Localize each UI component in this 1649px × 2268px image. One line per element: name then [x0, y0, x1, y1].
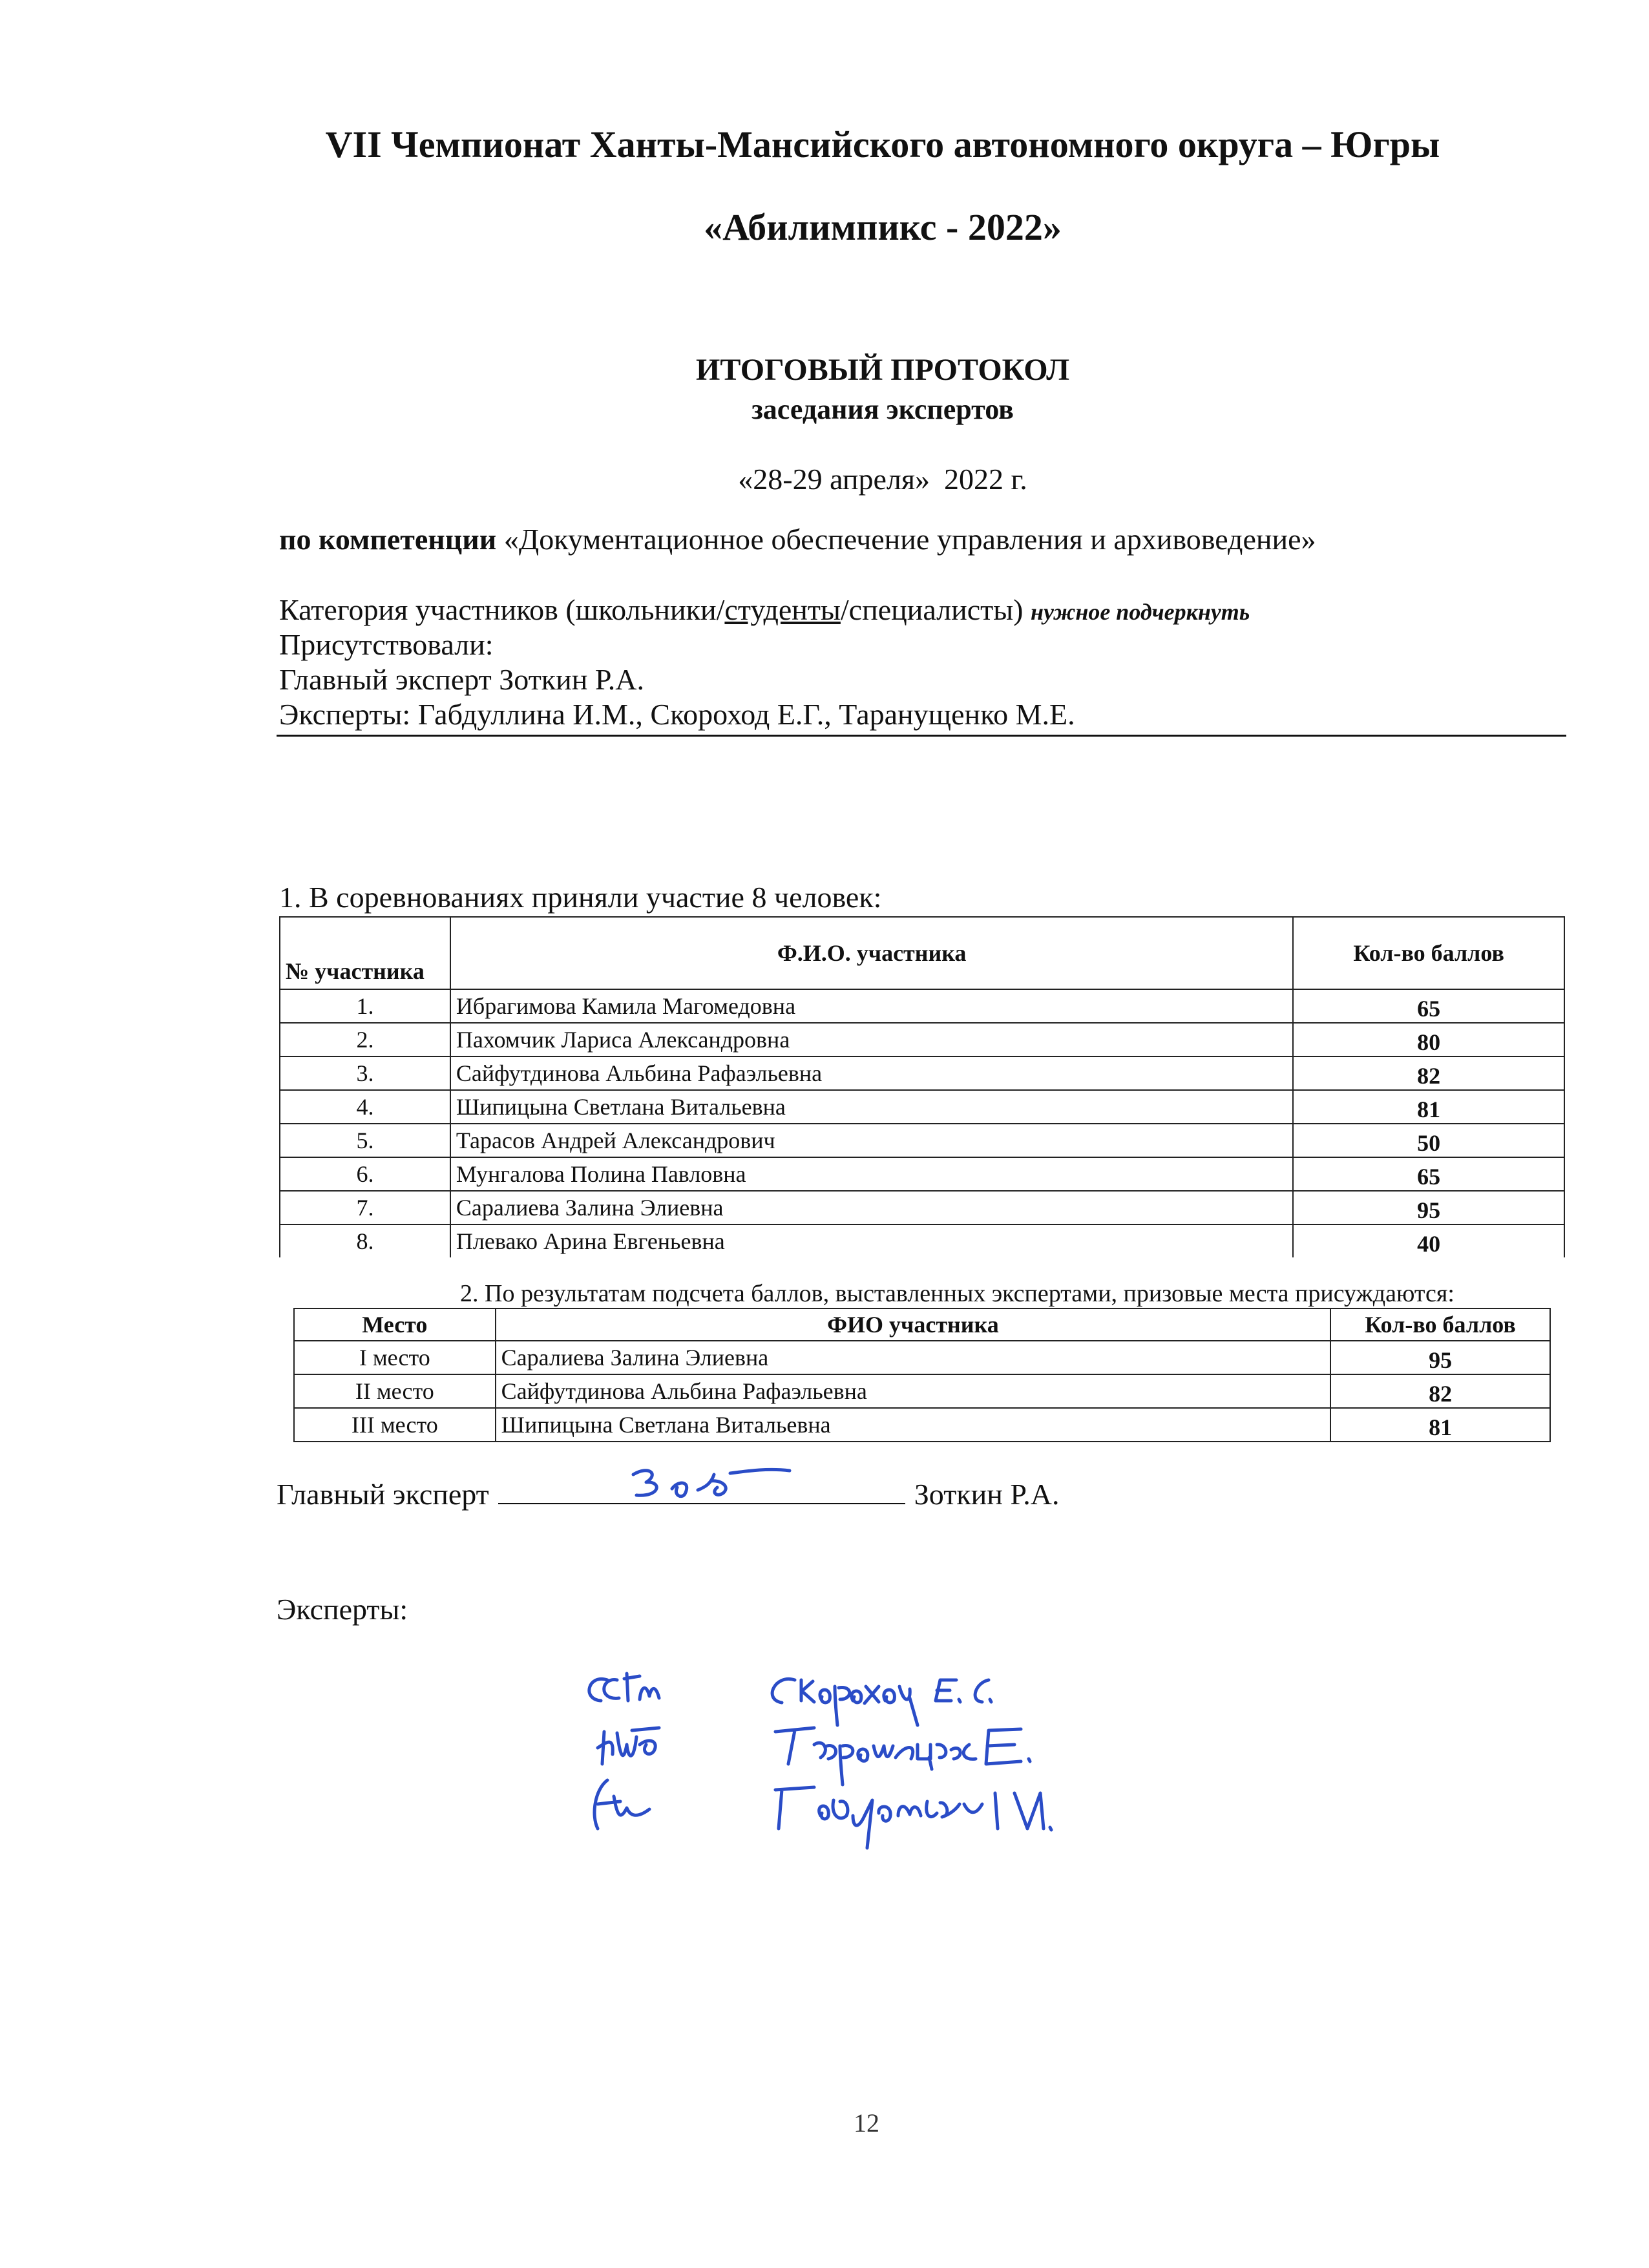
winner-name: Сайфутдинова Альбина Рафаэльевна [496, 1374, 1331, 1408]
participant-name: Шипицына Светлана Витальевна [450, 1090, 1293, 1124]
participant-name: Сайфутдинова Альбина Рафаэльевна [450, 1056, 1293, 1090]
participant-name: Плевако Арина Евгеньевна [450, 1224, 1293, 1257]
table-row [280, 1124, 1564, 1157]
category-note: нужное подчеркнуть [1031, 599, 1250, 625]
present-label: Присутствовали: [279, 628, 494, 661]
protocol-date [0, 462, 1649, 496]
participant-number: 8. [280, 1224, 450, 1257]
table-row [294, 1341, 1550, 1374]
competence-line [279, 522, 1316, 556]
category-prefix: Категория участников (школьники/ [279, 593, 725, 626]
winner-name: Саралиева Залина Элиевна [496, 1341, 1331, 1374]
participant-name: Саралиева Залина Элиевна [450, 1191, 1293, 1224]
participant-number: 3. [280, 1056, 450, 1090]
category-line [279, 593, 1250, 629]
col-header-name: ФИО участника [496, 1308, 1331, 1341]
date-year: 2022 г. [944, 463, 1027, 496]
expert3-handwritten [775, 1787, 1051, 1848]
divider [277, 735, 1566, 737]
expert2-handwritten [775, 1728, 1030, 1785]
participant-number: 6. [280, 1157, 450, 1191]
chief-name: Зоткин Р.А. [914, 1478, 1060, 1511]
initials-signature-2 [598, 1728, 659, 1764]
category-selected: студенты [724, 593, 841, 626]
protocol-subtitle: заседания экспертов [751, 394, 1014, 425]
competence-label: по компетенции [279, 523, 497, 556]
col-header-number: № участника [280, 917, 450, 989]
participants-count-text: 1. В соревнованиях приняли участие 8 человек: [279, 881, 882, 914]
participant-number: 7. [280, 1191, 450, 1224]
championship-title: VII Чемпионат Ханты-Мансийского автономного округа – Югры [325, 123, 1440, 165]
initials-signature-1 [589, 1674, 659, 1701]
participant-number: 5. [280, 1124, 450, 1157]
table-row [294, 1374, 1550, 1408]
participant-score: 40 [1293, 1224, 1564, 1257]
event-name: «Абилимпикс - 2022» [704, 206, 1062, 248]
winner-name: Шипицына Светлана Витальевна [496, 1408, 1331, 1442]
participant-name: Пахомчик Лариса Александровна [450, 1023, 1293, 1056]
participant-name: Мунгалова Полина Павловна [450, 1157, 1293, 1191]
participant-score: 82 [1293, 1056, 1564, 1090]
table-header-row [294, 1308, 1550, 1341]
table-row [280, 1090, 1564, 1124]
participant-number: 1. [280, 989, 450, 1023]
date-days: «28-29 апреля» [738, 463, 930, 496]
participant-score: 65 [1293, 989, 1564, 1023]
chief-label: Главный эксперт [277, 1478, 489, 1511]
table-row [280, 1056, 1564, 1090]
expert1-handwritten [772, 1679, 991, 1725]
participant-score: 65 [1293, 1157, 1564, 1191]
table-row [280, 1191, 1564, 1224]
prize-place: III место [294, 1408, 496, 1442]
winner-score: 81 [1330, 1408, 1550, 1442]
participant-score: 95 [1293, 1191, 1564, 1224]
participant-score: 80 [1293, 1023, 1564, 1056]
prize-place: I место [294, 1341, 496, 1374]
present-experts: Эксперты: Габдуллина И.М., Скороход Е.Г., Таранущенко М.Е. [279, 698, 1075, 731]
protocol-title: ИТОГОВЫЙ ПРОТОКОЛ [696, 353, 1069, 387]
initials-signature-3 [594, 1780, 649, 1829]
participant-score: 50 [1293, 1124, 1564, 1157]
participant-number: 2. [280, 1023, 450, 1056]
table-row [294, 1408, 1550, 1442]
present-chief: Главный эксперт Зоткин Р.А. [279, 663, 644, 696]
table-row [280, 1157, 1564, 1191]
competence-value: «Документационное обеспечение управления и архивоведение» [503, 523, 1316, 556]
participant-name: Тарасов Андрей Александрович [450, 1124, 1293, 1157]
prizes-table [293, 1308, 1551, 1442]
table-row [280, 989, 1564, 1023]
chief-signature-handwritten [620, 1462, 801, 1507]
prizes-text: 2. По результатам подсчета баллов, выставленных экспертами, призовые места присуждаются: [460, 1280, 1455, 1307]
table-header-row [280, 917, 1564, 989]
prize-place: II место [294, 1374, 496, 1408]
category-suffix: /специалисты) [840, 593, 1024, 626]
col-header-place: Место [294, 1308, 496, 1341]
table-row [280, 1224, 1564, 1257]
participant-name: Ибрагимова Камила Магомедовна [450, 989, 1293, 1023]
table-row [280, 1023, 1564, 1056]
col-header-score: Кол-во баллов [1293, 917, 1564, 989]
col-header-name: Ф.И.О. участника [450, 917, 1293, 989]
participants-table [279, 916, 1565, 1257]
winner-score: 95 [1330, 1341, 1550, 1374]
winner-score: 82 [1330, 1374, 1550, 1408]
participant-score: 81 [1293, 1090, 1564, 1124]
col-header-score: Кол-во баллов [1330, 1308, 1550, 1341]
experts-label: Эксперты: [277, 1593, 408, 1626]
page-number: 12 [854, 2108, 879, 2137]
participant-number: 4. [280, 1090, 450, 1124]
expert-signatures-handwritten [569, 1661, 1305, 1893]
